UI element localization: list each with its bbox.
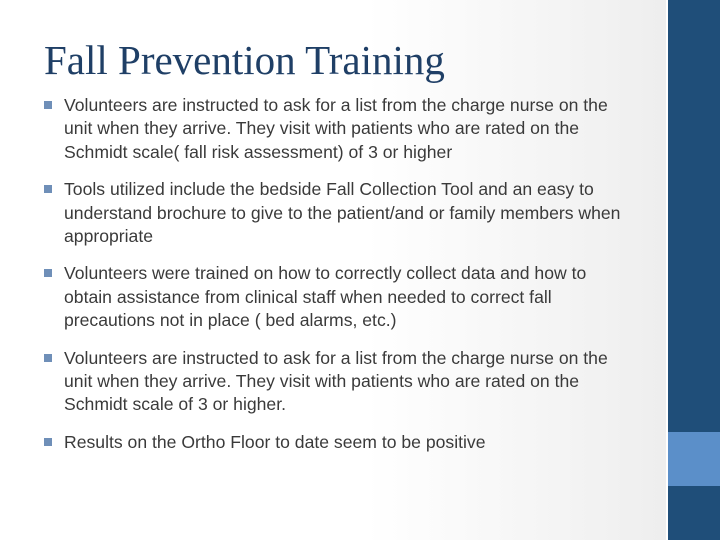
slide-title: Fall Prevention Training: [44, 37, 445, 83]
decorative-sidebar: [666, 0, 720, 540]
bullet-list: [44, 94, 634, 468]
bullet-text: Results on the Ortho Floor to date seem to be positive: [64, 431, 486, 452]
bullet-item: [44, 431, 634, 454]
square-bullet-icon: [44, 269, 52, 277]
bullet-item: [44, 347, 634, 417]
sidebar-dark-segment-bottom: [666, 486, 720, 540]
bullet-text: Tools utilized include the bedside Fall Collection Tool and an easy to understand brochure to give to the patient/and or family members when appropriate: [64, 179, 621, 247]
bullet-item: [44, 178, 634, 248]
sidebar-dark-segment: [666, 0, 720, 432]
square-bullet-icon: [44, 185, 52, 193]
bullet-text: Volunteers were trained on how to correctly collect data and how to obtain assistance from clinical staff when needed to correct fall precautions not in place ( bed alarms, etc.): [64, 263, 587, 331]
square-bullet-icon: [44, 101, 52, 109]
bullet-item: [44, 262, 634, 332]
square-bullet-icon: [44, 438, 52, 446]
bullet-text: Volunteers are instructed to ask for a list from the charge nurse on the unit when they arrive. They visit with patients who are rated on the Schmidt scale( fall risk assessment) of 3 or higher: [64, 95, 608, 162]
sidebar-light-segment: [666, 432, 720, 486]
bullet-item: [44, 94, 634, 164]
sidebar-divider: [666, 0, 668, 540]
square-bullet-icon: [44, 354, 52, 362]
bullet-text: Volunteers are instructed to ask for a list from the charge nurse on the unit when they arrive. They visit with patients who are rated on the Schmidt scale of 3 or higher.: [64, 347, 608, 415]
